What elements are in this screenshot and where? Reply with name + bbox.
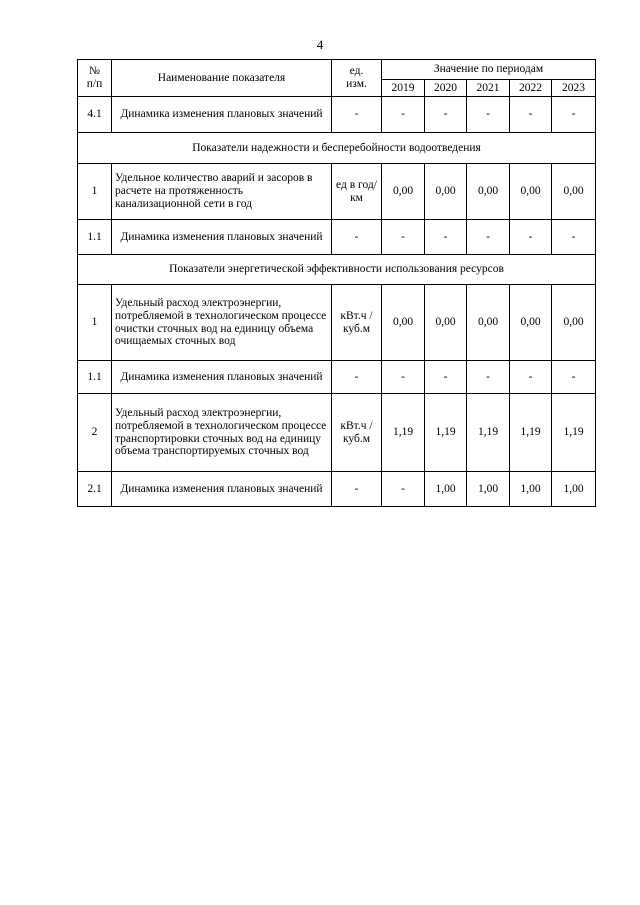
table-row [78, 394, 596, 472]
row-value: 0,00 [425, 164, 467, 220]
row-value: 1,19 [425, 394, 467, 472]
row-value: 1,00 [425, 472, 467, 507]
row-value: 0,00 [552, 285, 596, 361]
row-num: 1 [78, 285, 112, 361]
row-value: 1,19 [552, 394, 596, 472]
row-value: - [510, 361, 552, 394]
row-value: - [425, 97, 467, 133]
header-year: 2022 [510, 80, 552, 97]
row-value: 1,19 [510, 394, 552, 472]
indicators-table [77, 59, 596, 507]
table-row [78, 361, 596, 394]
row-value: 0,00 [425, 285, 467, 361]
row-unit: - [332, 361, 382, 394]
row-unit: кВт.ч / куб.м [332, 285, 382, 361]
row-value: 1,19 [382, 394, 425, 472]
row-name: Динамика изменения плановых значений [112, 97, 332, 133]
row-num: 2 [78, 394, 112, 472]
row-name: Динамика изменения плановых значений [112, 361, 332, 394]
row-value: 1,19 [467, 394, 510, 472]
row-value: - [467, 220, 510, 255]
row-value: - [552, 361, 596, 394]
row-value: 0,00 [382, 164, 425, 220]
row-num: 4.1 [78, 97, 112, 133]
row-value: - [425, 361, 467, 394]
header-periods: Значение по периодам [382, 60, 596, 80]
row-value: 0,00 [382, 285, 425, 361]
row-value: 1,00 [552, 472, 596, 507]
row-name: Динамика изменения плановых значений [112, 472, 332, 507]
row-value: 1,00 [467, 472, 510, 507]
row-num: 2.1 [78, 472, 112, 507]
row-value: - [510, 97, 552, 133]
row-value: 0,00 [510, 164, 552, 220]
row-value: - [382, 97, 425, 133]
header-year: 2021 [467, 80, 510, 97]
row-name: Удельный расход электроэнергии, потребляемой в технологическом процессе транспортировки сточных вод на единицу объема транспортируемых сточных вод [112, 394, 332, 472]
row-name: Удельное количество аварий и засоров в расчете на протяженность канализационной сети в год [112, 164, 332, 220]
row-value: - [467, 361, 510, 394]
section-title: Показатели надежности и бесперебойности водоотведения [78, 133, 596, 164]
row-name: Удельный расход электроэнергии, потребляемой в технологическом процессе очистки сточных вод на единицу объема очищаемых сточных вод [112, 285, 332, 361]
section-title: Показатели энергетической эффективности использования ресурсов [78, 255, 596, 285]
row-value: 0,00 [467, 164, 510, 220]
row-value: 0,00 [510, 285, 552, 361]
header-name: Наименование показателя [112, 60, 332, 97]
table-row [78, 97, 596, 133]
row-unit: ед в год/ км [332, 164, 382, 220]
row-unit: - [332, 97, 382, 133]
table-row [78, 472, 596, 507]
row-value: - [510, 220, 552, 255]
row-value: - [425, 220, 467, 255]
row-value: - [382, 220, 425, 255]
header-year: 2019 [382, 80, 425, 97]
row-num: 1 [78, 164, 112, 220]
header-row-1 [78, 60, 596, 80]
row-value: - [467, 97, 510, 133]
row-unit: - [332, 220, 382, 255]
row-value: - [552, 97, 596, 133]
row-name: Динамика изменения плановых значений [112, 220, 332, 255]
table-row [78, 164, 596, 220]
header-year: 2020 [425, 80, 467, 97]
row-value: - [382, 472, 425, 507]
page-number: 4 [316, 37, 324, 52]
table-row [78, 285, 596, 361]
row-value: 1,00 [510, 472, 552, 507]
row-value: - [552, 220, 596, 255]
header-year: 2023 [552, 80, 596, 97]
header-num: № п/п [78, 60, 112, 97]
row-num: 1.1 [78, 220, 112, 255]
header-unit: ед. изм. [332, 60, 382, 97]
row-value: - [382, 361, 425, 394]
section-row [78, 133, 596, 164]
section-row [78, 255, 596, 285]
row-value: 0,00 [467, 285, 510, 361]
table-row [78, 220, 596, 255]
row-unit: кВт.ч / куб.м [332, 394, 382, 472]
row-unit: - [332, 472, 382, 507]
row-num: 1.1 [78, 361, 112, 394]
row-value: 0,00 [552, 164, 596, 220]
